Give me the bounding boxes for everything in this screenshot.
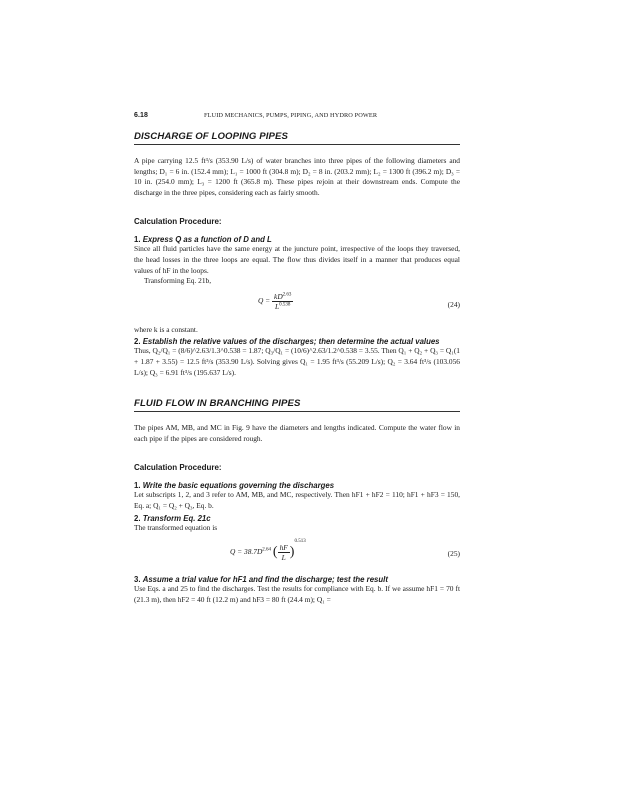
eq-lhs: Q = 38.7D: [230, 547, 263, 557]
procedure-heading: Calculation Procedure:: [134, 217, 222, 227]
step-heading: [134, 514, 460, 523]
eq-exponent: 2.64: [262, 547, 272, 553]
step-text: Transforming Eq. 21b,: [144, 276, 212, 286]
step-text: Since all fluid particles have the same energy at the juncture point, irrespective of the loops they traversed, the head losses in the three loops are equal. The flow thus divides itself in a manner that produces equal values of hF in the loops.: [134, 244, 460, 275]
step-text: The transformed equation is: [134, 522, 218, 532]
step-title: Write the basic equations governing the discharges: [142, 481, 335, 491]
eq-exponent: 0.538: [279, 302, 291, 308]
eq-exponent: 2.63: [282, 292, 292, 298]
step-heading: [134, 575, 460, 584]
equation-number: (25): [447, 549, 460, 559]
step-number: 1.: [134, 235, 141, 245]
step-title: Assume a trial value for hF1 and find the discharge; test the result: [142, 575, 388, 585]
step-text: Let subscripts 1, 2, and 3 refer to AM, MB, and MC, respectively. Then hF1 + hF2 = 110; hF1 + hF3 = 150, Eq. a; Q₁ = Q₂ + Q₃, Eq. b.: [134, 490, 460, 510]
procedure-heading: Calculation Procedure:: [134, 463, 222, 473]
eq-numerator: hF: [279, 542, 288, 552]
running-header: [134, 112, 460, 119]
step-text: where k is a constant.: [134, 324, 198, 334]
eq-fraction: [278, 543, 290, 562]
step-text: Thus, Q₂/Q₁ = (8/6)^2.63/1.3^0.538 = 1.87; Q₃/Q₁ = (10/6)^2.63/1.2^0.538 = 3.55. Then Q₁ + Q₂ + Q₃ = Q₁(1 + 1.87 + 3.55) = 12.5 ft³/s (353.90 L/s). Solving gives Q₁ = 1.95 ft³/s (55.209 L/s); Q₂ = 3.64 ft³/s (103.056 L/s); Q₃ = 6.91 ft³/s (195.637 L/s).: [134, 346, 460, 377]
problem-statement: A pipe carrying 12.5 ft³/s (353.90 L/s) of water branches into three pipes of the following diameters and lengths; D₁ = 6 in. (152.4 mm); L₁ = 1000 ft (304.8 m); D₂ = 8 in. (203.2 mm); L₂ = 1300 ft (396.2 m); D₃ = 10 in. (254.0 mm); L₃ = 1200 ft (365.8 m). These pipes rejoin at their downstream ends. Compute the discharge in the three pipes, considering each as fairly smooth.: [134, 156, 460, 197]
step-number: 1.: [134, 481, 141, 491]
section-title-branching: FLUID FLOW IN BRANCHING PIPES: [134, 398, 460, 412]
problem-statement: The pipes AM, MB, and MC in Fig. 9 have the diameters and lengths indicated. Compute the water flow in each pipe if the pipes are considered rough.: [134, 423, 460, 443]
step-heading: [134, 481, 460, 490]
document-page: [134, 112, 460, 605]
step-title: Transform Eq. 21c: [142, 513, 211, 523]
eq-lhs: Q =: [258, 295, 271, 305]
equation-number: (24): [447, 299, 460, 309]
eq-exponent: 0.513: [294, 539, 306, 545]
step-number: 2.: [134, 337, 141, 347]
running-title: FLUID MECHANICS, PUMPS, PIPING, AND HYDRO POWER: [204, 112, 378, 119]
step-number: 3.: [134, 575, 141, 585]
step-title: Establish the relative values of the discharges; then determine the actual values: [142, 337, 440, 347]
step-text: Use Eqs. a and 25 to find the discharges. Test the results for compliance with Eq. b. If we assume hF1 = 70 ft (21.3 m), then hF2 = 40 ft (12.2 m) and hF3 = 80 ft (24.4 m); Q₁ =: [134, 584, 460, 604]
step-title: Express Q as a function of D and L: [142, 235, 272, 245]
eq-denominator: L: [275, 301, 280, 311]
equation-24: [134, 290, 460, 320]
step-number: 2.: [134, 513, 141, 523]
step-heading: [134, 235, 460, 244]
page-number: 6.18: [134, 112, 149, 119]
eq-denominator: L: [281, 552, 286, 562]
eq-numerator: kD: [274, 291, 283, 301]
step-heading: [134, 337, 460, 346]
eq-fraction: [272, 292, 293, 311]
section-title-looping: DISCHARGE OF LOOPING PIPES: [134, 131, 460, 145]
equation-25: $Q = 38.7D^{2.64}$ ( $\frac{hF}{L}$ )$^{0.513}$ (25): [230, 539, 460, 562]
